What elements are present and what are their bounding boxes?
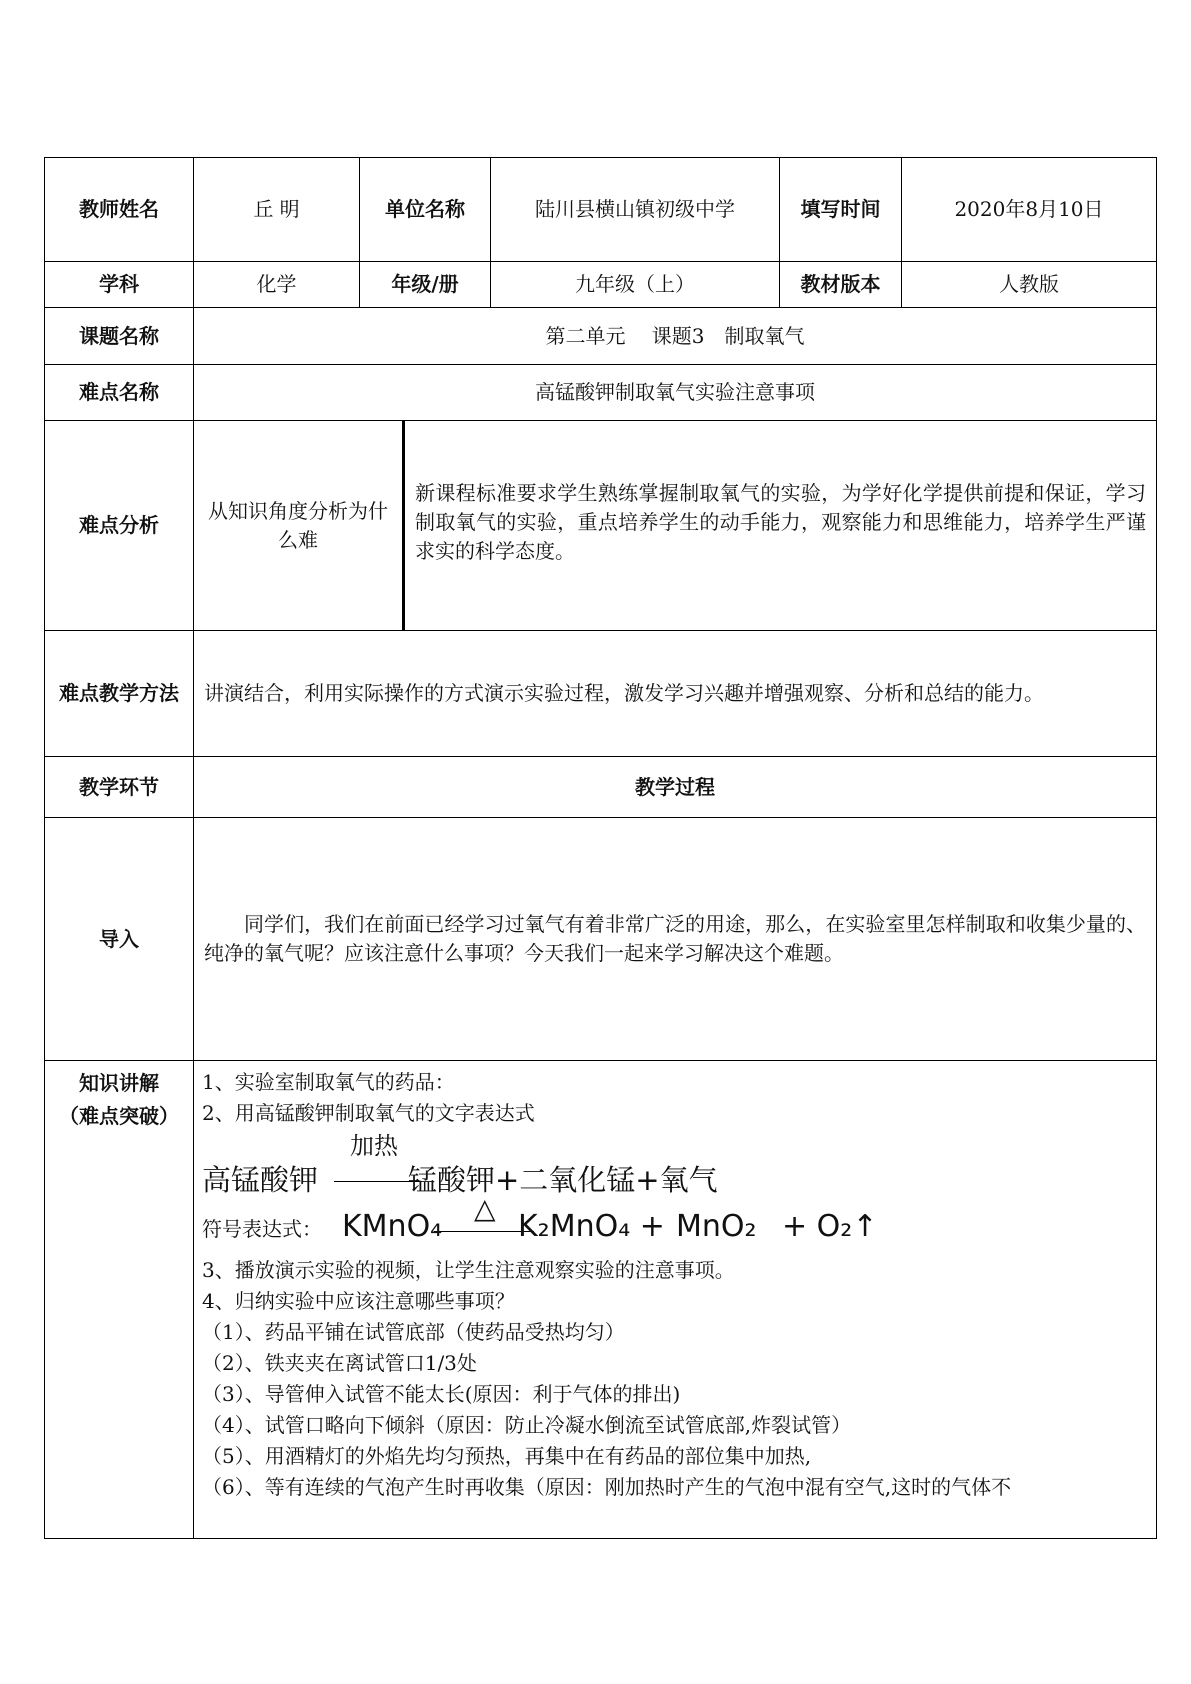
word-equation-products: 锰酸钾+二氧化锰+氧气 bbox=[408, 1163, 718, 1197]
difficulty-label: 难点名称 bbox=[45, 365, 194, 421]
edition-value: 人教版 bbox=[902, 262, 1157, 308]
fill-date-label: 填写时间 bbox=[780, 158, 902, 262]
knowledge-line-4: 4、归纳实验中应该注意哪些事项？ bbox=[202, 1289, 515, 1313]
analysis-sub-label-text: 从知识角度分析为什么难 bbox=[208, 498, 388, 552]
product-formula-1: K₂MnO₄ + bbox=[518, 1209, 665, 1244]
knowledge-label-line2: （难点突破） bbox=[59, 1104, 179, 1128]
product-formula-3: + O₂↑ bbox=[782, 1209, 878, 1244]
knowledge-line-2: 2、用高锰酸钾制取氧气的文字表达式 bbox=[202, 1101, 535, 1125]
precaution-item: （2）、铁夹夹在离试管口1/3处 bbox=[202, 1351, 477, 1375]
product-formula-2: MnO₂ bbox=[676, 1209, 757, 1244]
header-row-1 bbox=[45, 158, 1157, 262]
intro-text-cell bbox=[194, 818, 1157, 1061]
process-label: 教学过程 bbox=[194, 757, 1157, 818]
difficulty-row bbox=[45, 365, 1157, 421]
symbol-equation-prefix: 符号表达式： bbox=[202, 1217, 322, 1241]
lesson-plan-table bbox=[44, 157, 1157, 1539]
analysis-row bbox=[45, 421, 1157, 631]
subject-value: 化学 bbox=[194, 262, 360, 308]
intro-label: 导入 bbox=[45, 818, 194, 1061]
difficulty-value: 高锰酸钾制取氧气实验注意事项 bbox=[194, 365, 1157, 421]
knowledge-content bbox=[194, 1061, 1157, 1539]
unit-name-value: 陆川县横山镇初级中学 bbox=[491, 158, 780, 262]
precaution-item: （3）、导管伸入试管不能太长(原因：利于气体的排出) bbox=[202, 1382, 681, 1406]
grade-value: 九年级（上） bbox=[491, 262, 780, 308]
word-equation bbox=[202, 1129, 1146, 1197]
edition-label: 教材版本 bbox=[780, 262, 902, 308]
unit-name-label: 单位名称 bbox=[360, 158, 491, 262]
method-text: 讲演结合，利用实际操作的方式演示实验过程，激发学习兴趣并增强观察、分析和总结的能力。 bbox=[204, 681, 1044, 705]
knowledge-line-1: 1、实验室制取氧气的药品： bbox=[202, 1070, 455, 1094]
method-row bbox=[45, 631, 1157, 757]
analysis-sub-label bbox=[194, 421, 404, 631]
teacher-name-value: 丘 明 bbox=[194, 158, 360, 262]
process-stage-label: 教学环节 bbox=[45, 757, 194, 818]
knowledge-label bbox=[45, 1061, 194, 1539]
process-header-row bbox=[45, 757, 1157, 818]
method-text-cell bbox=[194, 631, 1157, 757]
fill-date-value: 2020年8月10日 bbox=[902, 158, 1157, 262]
intro-row bbox=[45, 818, 1157, 1061]
knowledge-row bbox=[45, 1061, 1157, 1539]
precaution-item: （5）、用酒精灯的外焰先均匀预热，再集中在有药品的部位集中加热, bbox=[202, 1444, 812, 1468]
precaution-item: （6）、等有连续的气泡产生时再收集（原因：刚加热时产生的气泡中混有空气,这时的气体不 bbox=[202, 1475, 1012, 1499]
precaution-item: （4）、试管口略向下倾斜（原因：防止冷凝水倒流至试管底部,炸裂试管） bbox=[202, 1413, 852, 1437]
knowledge-label-line1: 知识讲解 bbox=[79, 1071, 159, 1095]
topic-row bbox=[45, 308, 1157, 365]
header-row-2 bbox=[45, 262, 1157, 308]
grade-label: 年级/册 bbox=[360, 262, 491, 308]
symbol-equation bbox=[202, 1192, 1146, 1255]
topic-value: 第二单元 课题3 制取氧气 bbox=[194, 308, 1157, 365]
topic-label: 课题名称 bbox=[45, 308, 194, 365]
reactant-formula: KMnO₄ bbox=[342, 1209, 443, 1244]
precaution-item: （1）、药品平铺在试管底部（使药品受热均匀） bbox=[202, 1320, 625, 1344]
symbol-equation-condition: △ bbox=[474, 1192, 496, 1225]
word-equation-reactant: 高锰酸钾 bbox=[202, 1163, 319, 1197]
analysis-text-cell bbox=[404, 421, 1157, 631]
method-label: 难点教学方法 bbox=[45, 631, 194, 757]
knowledge-line-3: 3、播放演示实验的视频，让学生注意观察实验的注意事项。 bbox=[202, 1258, 735, 1282]
subject-label: 学科 bbox=[45, 262, 194, 308]
analysis-text: 新课程标准要求学生熟练掌握制取氧气的实验，为学好化学提供前提和保证，学习制取氧气的实验，重点培养学生的动手能力，观察能力和思维能力，培养学生严谨求实的科学态度。 bbox=[415, 481, 1146, 563]
teacher-name-label: 教师姓名 bbox=[45, 158, 194, 262]
word-equation-condition: 加热 bbox=[350, 1132, 398, 1160]
analysis-label: 难点分析 bbox=[45, 421, 194, 631]
intro-text: 同学们，我们在前面已经学习过氧气有着非常广泛的用途，那么，在实验室里怎样制取和收集少量的、纯净的氧气呢？应该注意什么事项？今天我们一起来学习解决这个难题。 bbox=[204, 912, 1146, 965]
